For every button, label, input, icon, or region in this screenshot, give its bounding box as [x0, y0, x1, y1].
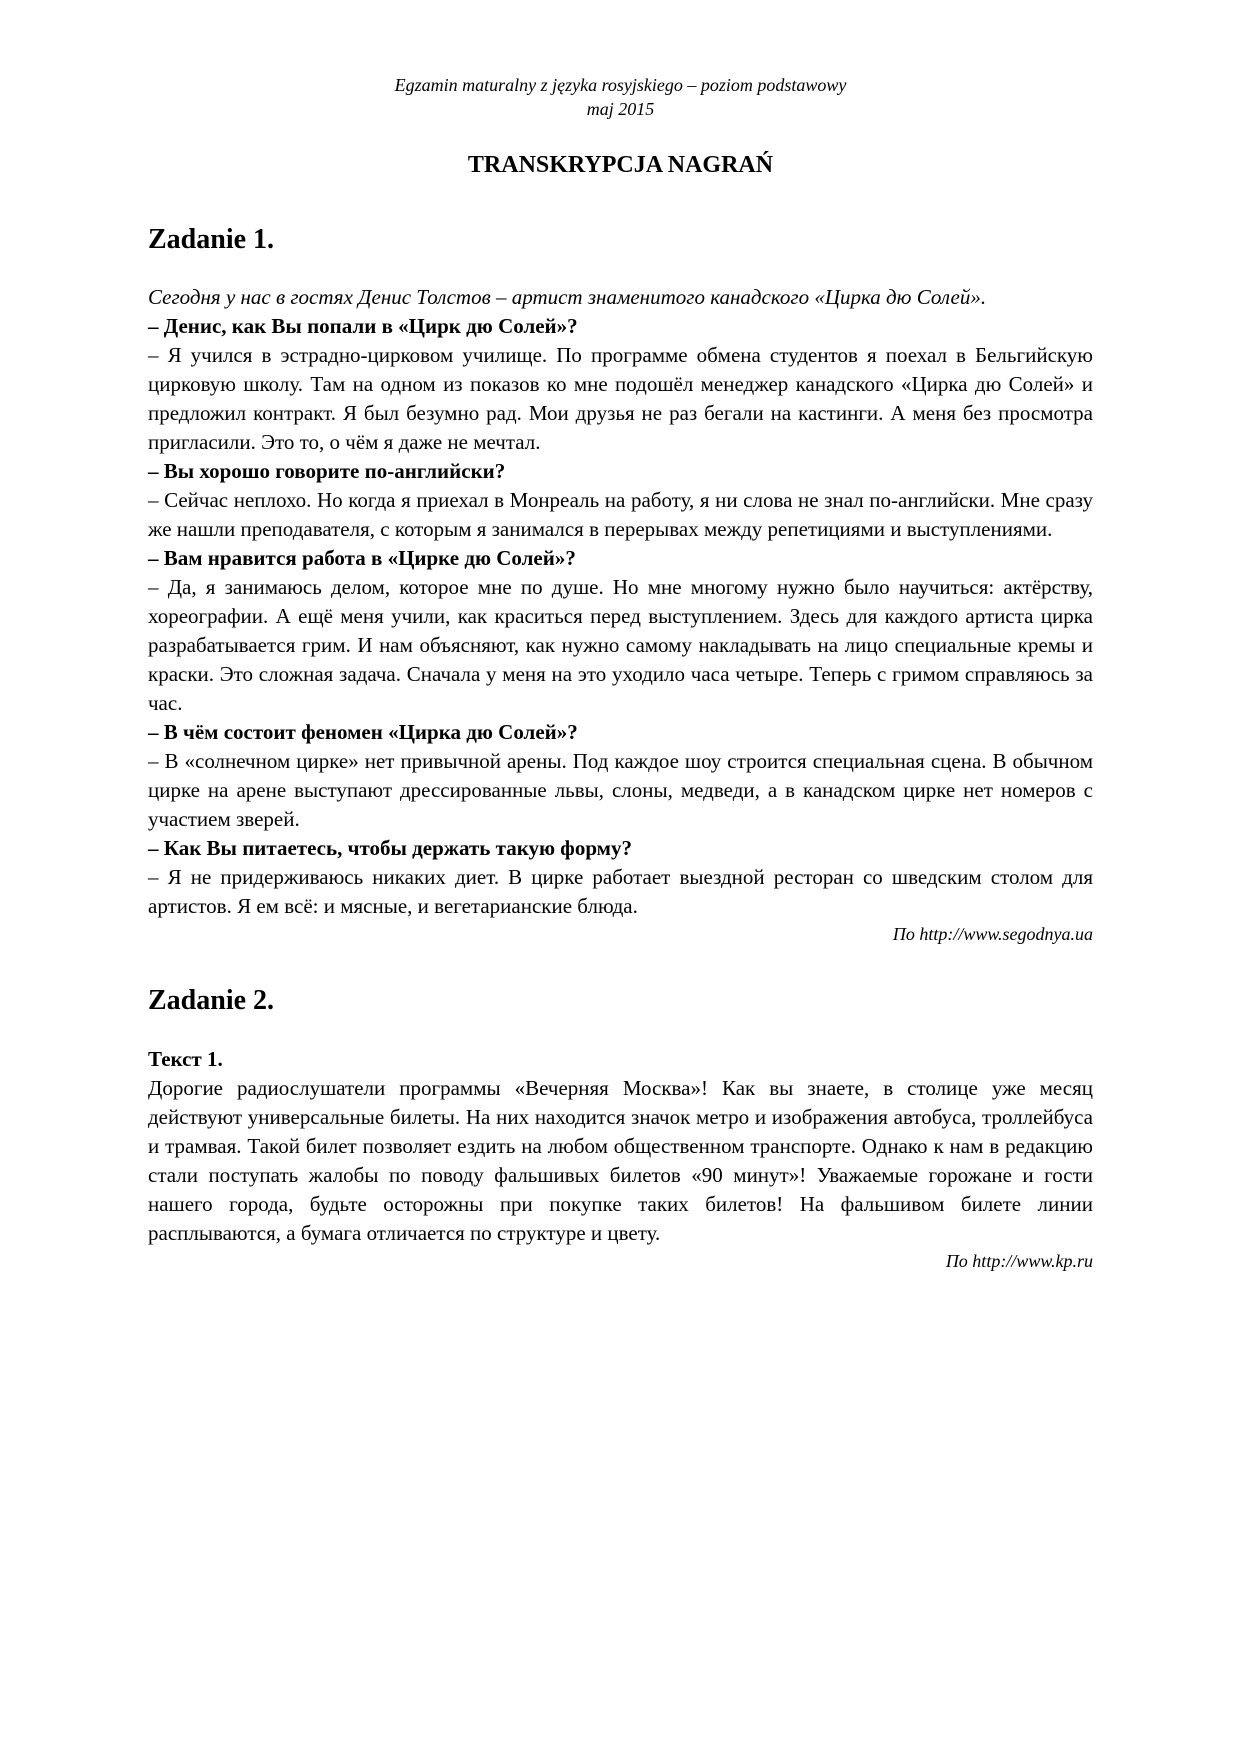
zadanie-1-transcript [148, 283, 1093, 947]
interview-answer-3: – Да, я занимаюсь делом, которое мне по душе. Но мне многому нужно было научиться: актёрству, хореографии. А ещё меня учили, как краситься перед выступлением. Здесь для каждого артиста цирка разрабатывается грим. И нам объясняют, как нужно самому накладывать на лицо специальные кремы и краски. Это сложная задача. Сначала у меня на это уходило часа четыре. Теперь с гримом справляюсь за час. [148, 575, 1093, 715]
interview-answer-2: – Сейчас неплохо. Но когда я приехал в Монреаль на работу, я ни слова не знал по-английски. Мне сразу же нашли преподавателя, с которым я занимался в перерывах между репетициями и выступлениями. [148, 488, 1093, 541]
zadanie-2-heading: Zadanie 2. [148, 985, 275, 1016]
zadanie-1-source: По http://www.segodnya.ua [892, 924, 1093, 944]
interview-question-2: – Вы хорошо говорите по-английски? [148, 459, 506, 483]
interview-answer-5: – Я не придерживаюсь никаких диет. В цирке работает выездной ресторан со шведским столом для артистов. Я ем всё: и мясные, и вегетарианские блюда. [148, 865, 1093, 918]
text-1-source: По http://www.kp.ru [945, 1251, 1093, 1271]
running-header [148, 0, 1093, 121]
text-1-body: Дорогие радиослушатели программы «Вечерняя Москва»! Как вы знаете, в столице уже месяц действуют универсальные билеты. На них находится значок метро и изображения автобуса, троллейбуса и трамвая. Такой билет позволяет ездить на любом общественном транспорте. Однако к нам в редакцию стали поступать жалобы по поводу фальшивых билетов «90 минут»! Уважаемые горожане и гости нашего города, будьте осторожны при покупке таких билетов! На фальшивом билете линии расплываются, а бумага отличается по структуре и цвету. [148, 1076, 1093, 1245]
interview-question-3: – Вам нравится работа в «Цирке дю Солей»? [148, 546, 576, 570]
document-title: TRANSKRYPCJA NAGRAŃ [467, 152, 774, 178]
interview-answer-1: – Я учился в эстрадно-цирковом училище. По программе обмена студентов я поехал в Бельгийскую цирковую школу. Там на одном из показов ко мне подошёл менеджер канадского «Цирка дю Солей» и предложил контракт. Я был безумно рад. Мои друзья не раз бегали на кастинги. А меня без просмотра пригласили. Это то, о чём я даже не мечтал. [148, 343, 1093, 454]
running-header-line-1: Egzamin maturalny z języka rosyjskiego – poziom podstawowy [394, 75, 847, 95]
interview-question-1: – Денис, как Вы попали в «Цирк дю Солей»? [148, 314, 578, 338]
interview-question-4: – В чём состоит феномен «Цирка дю Солей»? [148, 720, 578, 744]
interview-answer-4: – В «солнечном цирке» нет привычной арены. Под каждое шоу строится специальная сцена. В обычном цирке на арене выступают дрессированные львы, слоны, медведи, а в канадском цирке нет номеров с участием зверей. [148, 749, 1093, 831]
text-1-label: Текст 1. [148, 1047, 223, 1071]
interview-question-5: – Как Вы питаетесь, чтобы держать такую форму? [148, 836, 632, 860]
zadanie-1-heading: Zadanie 1. [148, 224, 275, 255]
running-header-line-2: maj 2015 [586, 99, 655, 119]
interview-intro: Сегодня у нас в гостях Денис Толстов – артист знаменитого канадского «Цирка дю Солей». [148, 285, 987, 309]
